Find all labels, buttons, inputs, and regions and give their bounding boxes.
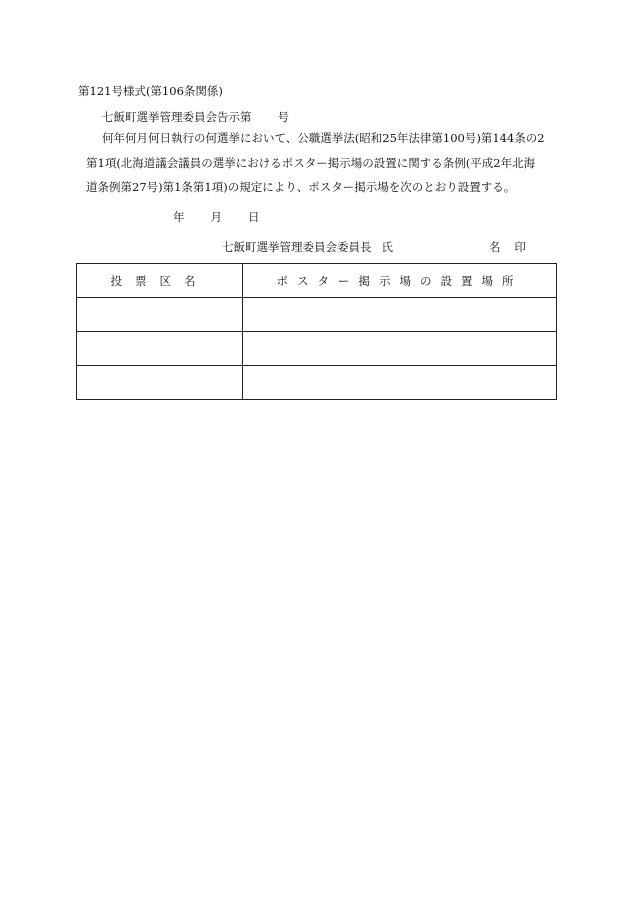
notice-title-suffix: 号 xyxy=(277,110,289,124)
signature-name-label: 名 xyxy=(489,240,501,254)
signature-line xyxy=(222,239,526,255)
notice-title-prefix: 七飯町選挙管理委員会告示第 xyxy=(102,110,252,124)
signature-surname-label: 氏 xyxy=(381,240,393,254)
signature-seal-label: 印 xyxy=(514,240,526,254)
body-line-2: 第1項(北海道議会議員の選挙におけるポスター掲示場の設置に関する条例(平成2年北海 xyxy=(86,156,536,170)
table-row xyxy=(77,298,557,332)
table-header-row xyxy=(77,264,557,298)
poster-location-cell[interactable] xyxy=(243,298,557,332)
voting-district-cell[interactable] xyxy=(77,366,243,400)
date-year-label: 年 xyxy=(173,210,185,224)
poster-location-cell[interactable] xyxy=(243,332,557,366)
form-number-label: 第121号様式(第106条関係) xyxy=(78,84,223,98)
body-line-3: 道条例第27号)第1条第1項)の規定により、ポスター掲示場を次のとおり設置する。 xyxy=(86,180,516,194)
voting-district-cell[interactable] xyxy=(77,332,243,366)
poster-location-cell[interactable] xyxy=(243,366,557,400)
date-day-label: 日 xyxy=(248,210,260,224)
date-line xyxy=(173,209,260,225)
body-line-1: 何年何月何日執行の何選挙において、公職選挙法(昭和25年法律第100号)第144条の2 xyxy=(102,131,545,145)
notice-title xyxy=(102,109,289,125)
signature-authority: 七飯町選挙管理委員会委員長 xyxy=(222,240,372,254)
header-poster-location: ポスター掲示場の設置場所 xyxy=(243,264,557,298)
header-voting-district: 投票区名 xyxy=(77,264,243,298)
table-row xyxy=(77,366,557,400)
voting-district-cell[interactable] xyxy=(77,298,243,332)
table-row xyxy=(77,332,557,366)
date-month-label: 月 xyxy=(210,210,222,224)
poster-location-table xyxy=(76,263,557,400)
